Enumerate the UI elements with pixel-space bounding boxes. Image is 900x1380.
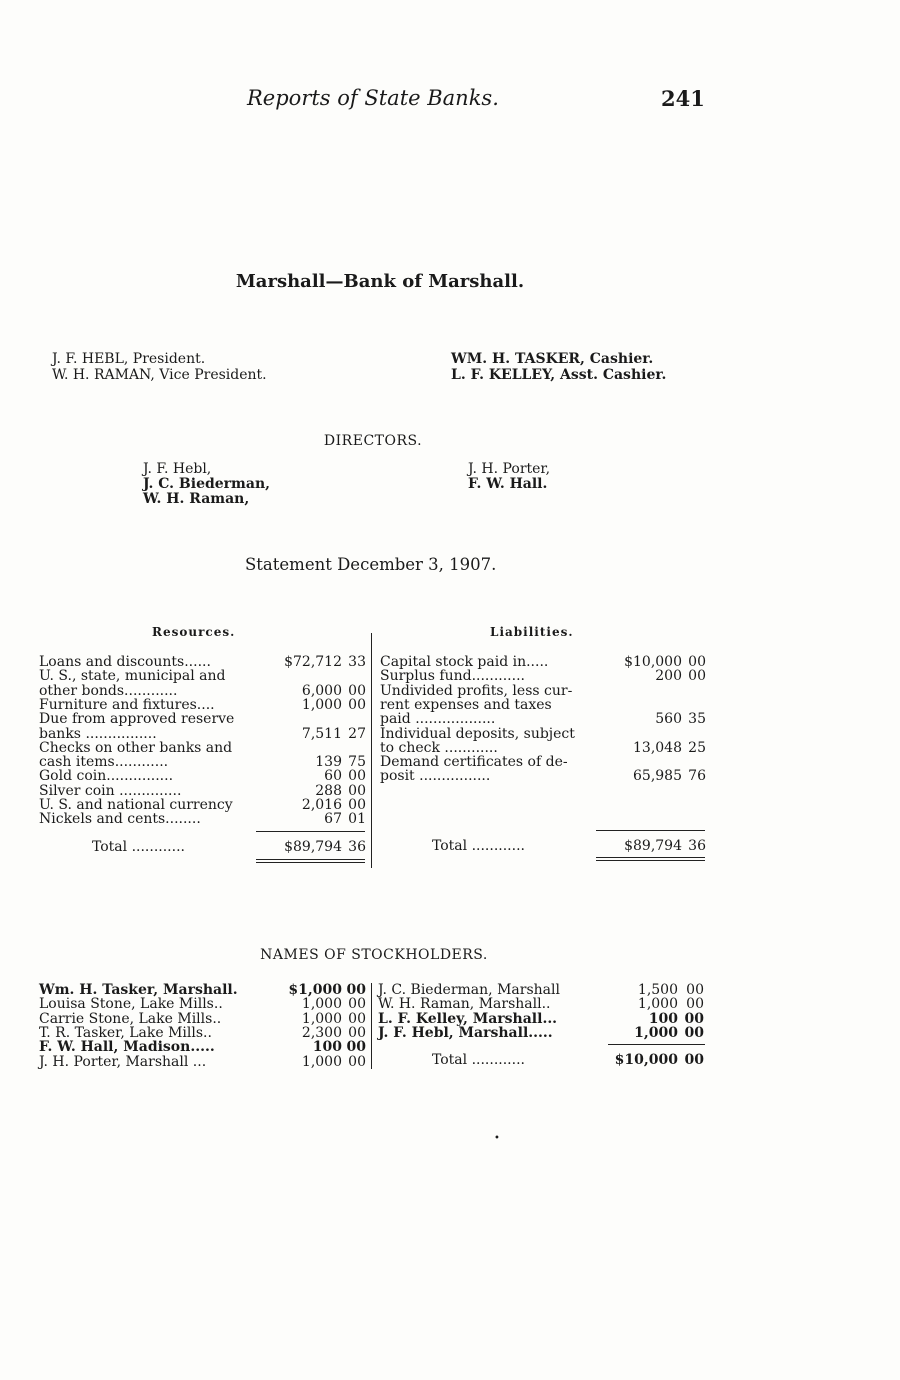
resources-item-label: U. S., state, municipal and (39, 668, 226, 685)
liabilities-total-cents: 36 (688, 838, 706, 854)
statement-heading: Statement December 3, 1907. (245, 555, 497, 574)
liabilities-item-label: Individual deposits, subject (380, 725, 575, 742)
liabilities-item-dollars: 13,048 (633, 739, 682, 756)
resources-item-cents: 27 (348, 725, 366, 742)
liabilities-item-cents: 76 (688, 768, 706, 785)
liabilities-heading: Liabilities. (490, 625, 574, 639)
stockholder-dollars: 100 (312, 1039, 342, 1056)
stockholder-dollars: 100 (648, 1010, 678, 1027)
resources-item-dollars: 288 (315, 782, 342, 799)
stockholder-cents: 00 (684, 1010, 704, 1027)
resources-item-dollars: 6,000 (301, 682, 342, 699)
bullet-mark: • (494, 1133, 500, 1144)
liabilities-total-dollars: $89,794 (624, 838, 682, 854)
resources-item-dollars: 60 (324, 768, 342, 785)
resources-item-label: Gold coin............... (39, 768, 174, 785)
liabilities-item-dollars: 65,985 (633, 768, 682, 785)
liabilities-double-rule (596, 857, 705, 861)
stockholders-total-rule (608, 1044, 705, 1045)
stockholder-name: Wm. H. Tasker, Marshall. (39, 982, 238, 998)
director: J. C. Biederman, (143, 476, 270, 492)
directors-heading: DIRECTORS. (323, 433, 423, 449)
stockholder-name: J. H. Porter, Marshall ... (39, 1053, 207, 1070)
director: J. F. Hebl, (143, 461, 212, 477)
liabilities-item-label: posit ................ (380, 768, 491, 785)
stockholder-name: W. H. Raman, Marshall.. (378, 996, 551, 1013)
liabilities-item-cents: 25 (688, 739, 706, 756)
stockholder-cents: 00 (346, 982, 366, 998)
stockholder-cents: 00 (348, 1010, 366, 1027)
resources-item-cents: 00 (348, 768, 366, 785)
resources-item-dollars: 139 (315, 754, 342, 771)
resources-heading: Resources. (152, 625, 236, 639)
resources-item-dollars: 67 (324, 811, 342, 828)
resources-item-label: other bonds............ (39, 682, 178, 699)
resources-item-dollars: $72,712 (284, 654, 342, 670)
resources-item-cents: 75 (348, 754, 366, 771)
liabilities-item-label: Surplus fund............ (380, 668, 525, 685)
stockholder-name: J. C. Biederman, Marshall (378, 982, 560, 998)
stockholders-divider (371, 983, 372, 1069)
resources-item-dollars: 7,511 (301, 725, 342, 742)
liabilities-item-dollars: 560 (655, 711, 682, 728)
stockholder-dollars: 1,000 (301, 996, 342, 1013)
stockholder-name: Carrie Stone, Lake Mills.. (39, 1010, 222, 1027)
liabilities-total-label: Total ............ (432, 838, 525, 854)
stockholder-cents: 00 (686, 996, 704, 1013)
liabilities-item-label: rent expenses and taxes (380, 696, 552, 713)
stockholders-total-cents: 00 (684, 1052, 704, 1068)
stockholder-name: J. F. Hebl, Marshall..... (378, 1024, 553, 1041)
page-number: 241 (661, 86, 705, 111)
resources-item-cents: 00 (348, 782, 366, 799)
stockholder-dollars: 1,000 (634, 1024, 678, 1041)
running-head-title: Reports of State Banks. (247, 86, 499, 110)
liabilities-item-dollars: $10,000 (624, 654, 682, 670)
stockholder-dollars: $1,000 (288, 982, 342, 998)
stockholder-name: Louisa Stone, Lake Mills.. (39, 996, 223, 1013)
resources-total-dollars: $89,794 (284, 839, 342, 855)
resources-total-cents: 36 (348, 839, 366, 855)
stockholder-cents: 00 (348, 996, 366, 1013)
resources-item-label: Silver coin .............. (39, 782, 182, 799)
liabilities-item-label: paid .................. (380, 711, 496, 728)
officer-vice-president: W. H. RAMAN, Vice President. (52, 367, 267, 383)
liabilities-item-label: Undivided profits, less cur- (380, 682, 573, 699)
resources-item-label: U. S. and national currency (39, 797, 233, 813)
stockholder-dollars: 1,500 (637, 982, 678, 998)
stockholder-dollars: 1,000 (301, 1053, 342, 1070)
liabilities-item-cents: 35 (688, 711, 706, 728)
stockholder-cents: 00 (348, 1053, 366, 1070)
resources-item-label: Loans and discounts...... (39, 654, 211, 670)
stockholder-cents: 00 (348, 1024, 366, 1041)
resources-item-cents: 33 (348, 654, 366, 670)
stockholder-name: F. W. Hall, Madison..... (39, 1039, 215, 1056)
stockholder-cents: 00 (686, 982, 704, 998)
officer-cashier: WM. H. TASKER, Cashier. (451, 351, 654, 367)
liabilities-item-cents: 00 (688, 654, 706, 670)
resources-total-label: Total ............ (92, 839, 185, 855)
resources-item-cents: 00 (348, 696, 366, 713)
director: F. W. Hall. (468, 476, 548, 492)
stockholder-name: T. R. Tasker, Lake Mills.. (39, 1024, 212, 1041)
liabilities-item-label: Capital stock paid in..... (380, 654, 549, 670)
stockholders-total-label: Total ............ (432, 1052, 525, 1068)
stockholder-cents: 00 (684, 1024, 704, 1041)
stockholders-total-dollars: $10,000 (614, 1052, 678, 1068)
director: W. H. Raman, (143, 491, 250, 507)
stockholder-dollars: 1,000 (301, 1010, 342, 1027)
stockholders-heading: NAMES OF STOCKHOLDERS. (260, 947, 488, 963)
resources-item-cents: 00 (348, 797, 366, 813)
liabilities-total-rule (596, 830, 705, 831)
resources-item-dollars: 2,016 (301, 797, 342, 813)
liabilities-item-cents: 00 (688, 668, 706, 685)
liabilities-item-dollars: 200 (655, 668, 682, 685)
stockholder-dollars: 1,000 (637, 996, 678, 1013)
bank-title: Marshall—Bank of Marshall. (235, 271, 525, 292)
resources-total-rule (256, 831, 365, 832)
stockholder-cents: 00 (346, 1039, 366, 1056)
resources-item-label: Furniture and fixtures.... (39, 696, 215, 713)
resources-item-label: cash items............ (39, 754, 169, 771)
resources-item-label: Checks on other banks and (39, 739, 233, 756)
stockholder-name: L. F. Kelley, Marshall... (378, 1010, 558, 1027)
director: J. H. Porter, (468, 461, 551, 477)
column-divider (371, 633, 372, 868)
officer-asst-cashier: L. F. KELLEY, Asst. Cashier. (451, 367, 667, 383)
resources-item-label: Nickels and cents........ (39, 811, 201, 828)
liabilities-item-label: to check ............ (380, 739, 498, 756)
resources-item-label: Due from approved reserve (39, 711, 235, 728)
resources-item-label: banks ................ (39, 725, 157, 742)
liabilities-item-label: Demand certificates of de- (380, 754, 568, 771)
resources-item-cents: 01 (348, 811, 366, 828)
stockholder-dollars: 2,300 (301, 1024, 342, 1041)
resources-item-cents: 00 (348, 682, 366, 699)
resources-item-dollars: 1,000 (301, 696, 342, 713)
resources-double-rule (256, 859, 365, 863)
officer-president: J. F. HEBL, President. (52, 351, 206, 367)
